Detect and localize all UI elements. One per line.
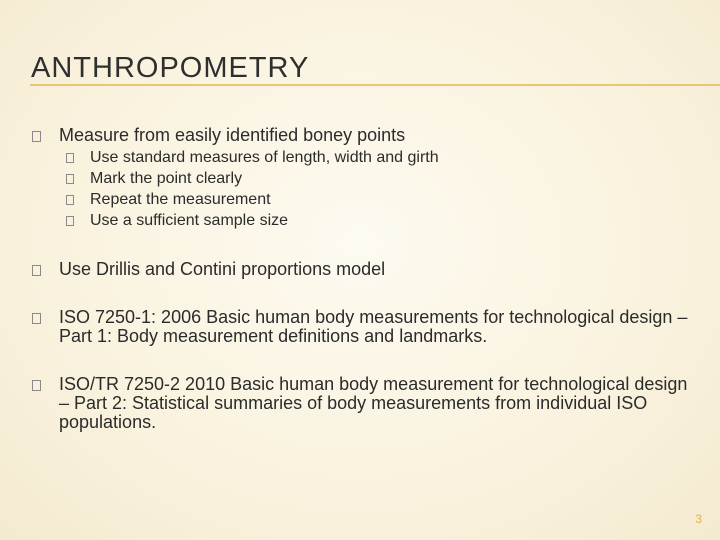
bullet-text: Measure from easily identified boney points <box>59 125 406 145</box>
bullet-text: ISO 7250-1: 2006 Basic human body measurements for technological design – Part 1: Body measurement definitions and landmarks. <box>59 307 688 346</box>
checkbox-bullet-icon <box>66 174 74 184</box>
bullet-text: ISO/TR 7250-2 2010 Basic human body measurement for technological design – Part 2: Statistical summaries of body measurements from individual ISO populations. <box>59 374 688 432</box>
slide-title: ANTHROPOMETRY <box>31 52 310 84</box>
checkbox-bullet-icon <box>66 195 74 205</box>
sub-bullet-text: Repeat the measurement <box>90 191 271 208</box>
checkbox-bullet-icon <box>32 380 41 391</box>
checkbox-bullet-icon <box>66 153 74 163</box>
page-number: 3 <box>695 512 702 526</box>
sub-bullet-text: Use standard measures of length, width and girth <box>90 149 439 166</box>
checkbox-bullet-icon <box>32 265 41 276</box>
checkbox-bullet-icon <box>32 313 41 324</box>
checkbox-bullet-icon <box>66 216 74 226</box>
sub-bullet-text: Use a sufficient sample size <box>90 212 289 229</box>
bullet-text: Use Drillis and Contini proportions model <box>59 259 386 279</box>
title-underline <box>30 84 720 86</box>
sub-bullet-text: Mark the point clearly <box>90 170 243 187</box>
checkbox-bullet-icon <box>32 131 41 142</box>
